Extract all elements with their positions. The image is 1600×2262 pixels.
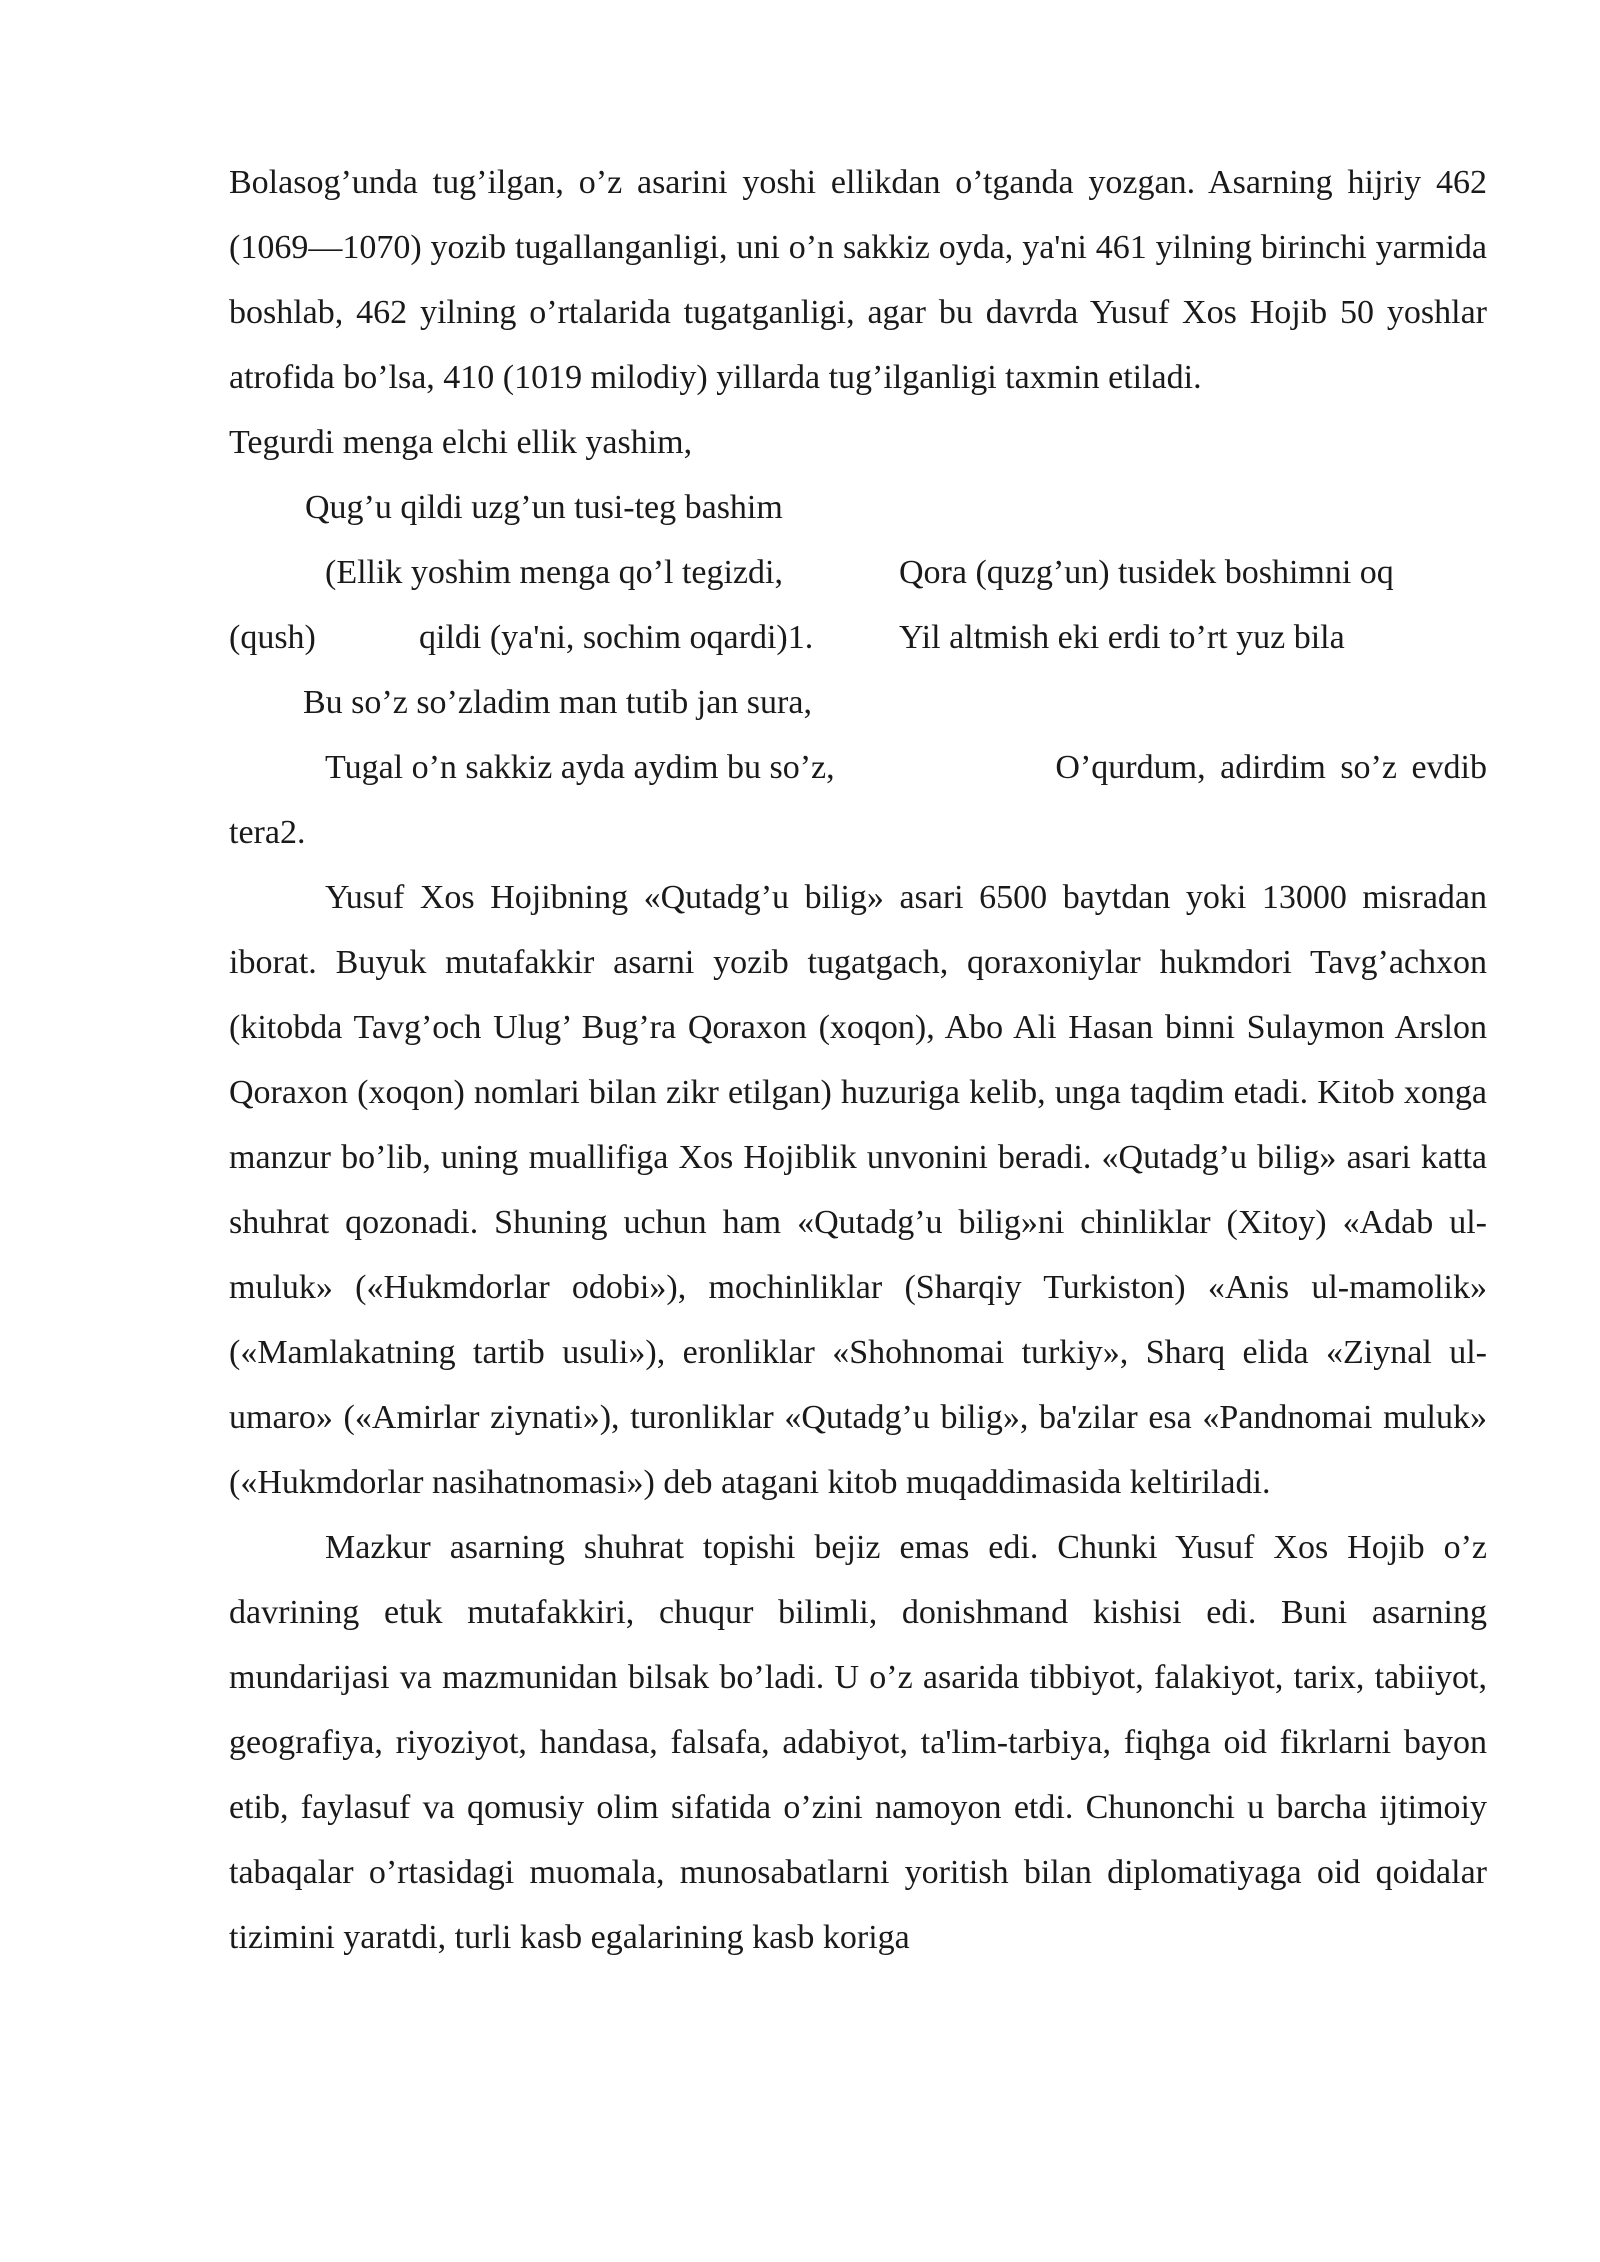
verse-line-4-middle: qildi (ya'ni, sochim oqardi)1.: [419, 619, 814, 656]
verse-line-4: [229, 605, 1487, 670]
verse-line-3-right: Qora (quzg’un) tusidek boshimni oq: [899, 554, 1394, 591]
verse-line-6-left: Tugal o’n sakkiz ayda aydim bu so’z,: [325, 749, 835, 786]
verse-line-5: Bu so’z so’zladim man tutib jan sura,: [303, 684, 812, 721]
verse-line-4-right: Yil altmish eki erdi to’rt yuz bila: [899, 619, 1345, 656]
verse-line-2: Qug’u qildi uzg’un tusi-teg bashim: [305, 489, 783, 526]
verse-line-6-right: O’qurdum, adirdim so’z evdib: [1055, 749, 1487, 786]
verse-line-1: Tegurdi menga elchi ellik yashim,: [229, 424, 693, 461]
verse-line-6: [229, 735, 1487, 800]
page-text: [229, 150, 1487, 1970]
paragraph-intro: Bolasog’unda tug’ilgan, o’z asarini yoshi ellikdan o’tganda yozgan. Asarning hijriy 462 (1069—1070) yozib tugallanganligi, uni o’n sakkiz oyda, ya'ni 461 yilning birinchi yarmida boshlab, 462 yilning o’rtalarida tugatganligi, agar bu davrda Yusuf Xos Hojib 50 yoshlar atrofida bo’lsa, 410 (1019 milodiy) yillarda tug’ilganligi taxmin etiladi.: [229, 164, 1487, 396]
verse-line-3-left: (Ellik yoshim menga qo’l tegizdi,: [325, 554, 783, 591]
verse-line-3: [229, 540, 1487, 605]
verse-line-7: tera2.: [229, 814, 306, 851]
paragraph-qutadgu-bilig: Yusuf Xos Hojibning «Qutadg’u bilig» asari 6500 baytdan yoki 13000 misradan iborat. Buyuk mutafakkir asarni yozib tugatgach, qoraxoniylar hukmdori Tavg’achxon (kitobda Tavg’och Ulug’ Bug’ra Qoraxon (xoqon), Abo Ali Hasan binni Sulaymon Arslon Qoraxon (xoqon) nomlari bilan zikr etilgan) huzuriga kelib, unga taqdim etadi. Kitob xonga manzur bo’lib, uning muallifiga Xos Hojiblik unvonini beradi. «Qutadg’u bilig» asari katta shuhrat qozonadi. Shuning uchun ham «Qutadg’u bilig»ni chinliklar (Xitoy) «Adab ul-muluk» («Hukmdorlar odobi»), mochinliklar (Sharqiy Turkiston) «Anis ul-mamolik» («Mamlakatning tartib usuli»), eronliklar «Shohnomai turkiy», Sharq elida «Ziynal ul-umaro» («Amirlar ziynati»), turonliklar «Qutadg’u bilig», ba'zilar esa «Pandnomai muluk» («Hukmdorlar nasihatnomasi») deb atagani kitob muqaddimasida keltiriladi.: [229, 879, 1487, 1501]
verse-line-4-left: (qush): [229, 619, 316, 656]
paragraph-shuhrat: Mazkur asarning shuhrat topishi bejiz emas edi. Chunki Yusuf Xos Hojib o’z davrining etuk mutafakkiri, chuqur bilimli, donishmand kishisi edi. Buni asarning mundarijasi va mazmunidan bilsak bo’ladi. U o’z asarida tibbiyot, falakiyot, tarix, tabiiyot, geografiya, riyoziyot, handasa, falsafa, adabiyot, ta'lim-tarbiya, fiqhga oid fikrlarni bayon etib, faylasuf va qomusiy olim sifatida o’zini namoyon etdi. Chunonchi u barcha ijtimoiy tabaqalar o’rtasidagi muomala, munosabatlarni yoritish bilan diplomatiyaga oid qoidalar tizimini yaratdi, turli kasb egalarining kasb koriga: [229, 1529, 1487, 1956]
